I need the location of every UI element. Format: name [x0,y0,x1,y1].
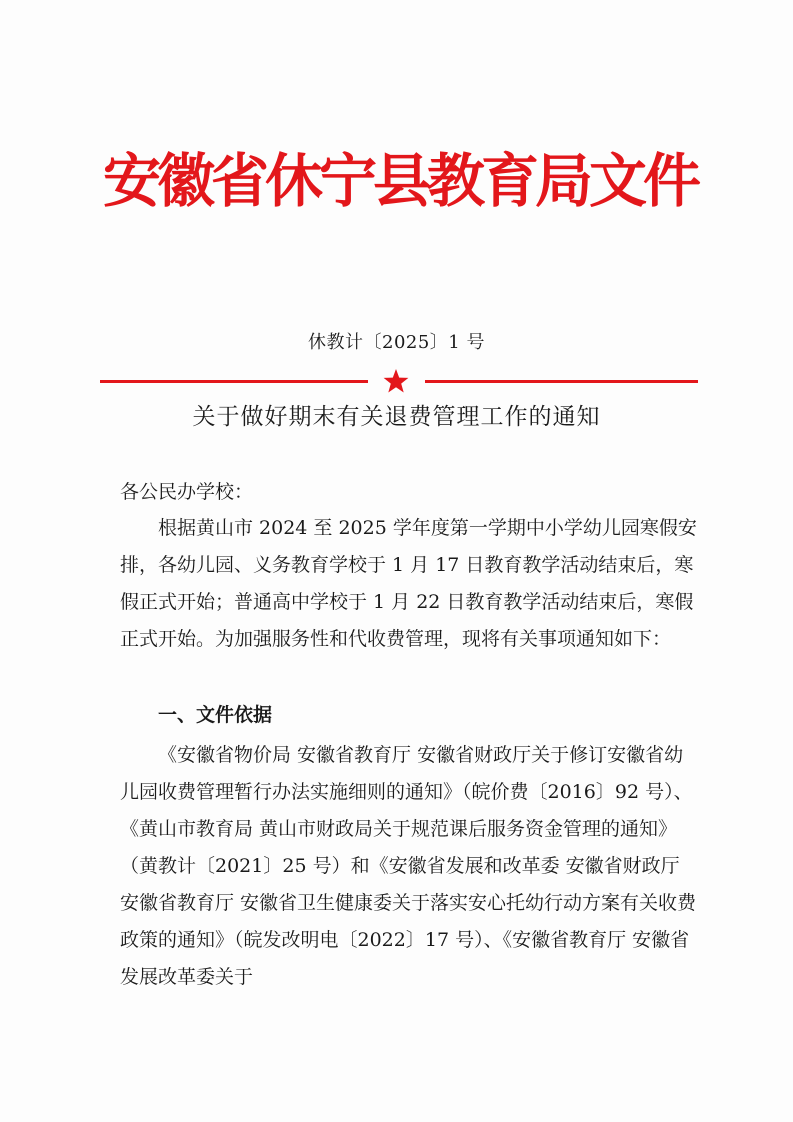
red-rule-right [425,380,698,383]
salutation: 各公民办学校： [120,481,254,503]
paragraph-basis: 《安徽省物价局 安徽省教育厅 安徽省财政厅关于修订安徽省幼儿园收费管理暂行办法实施细则的通知》（皖价费〔2016〕92 号）、《黄山市教育局 黄山市财政局关于规范课后服务资金管理的通知》（黄教计〔2021〕25 号）和《安徽省发展和改革委 安徽省财政厅 安徽省教育厅 安徽省卫生健康委关于落实安心托幼行动方案有关收费政策的通知》（皖发改明电〔2022〕17 号）、《安徽省教育厅 安徽省发展改革委关于 [120,744,697,988]
paragraph-intro: 根据黄山市 2024 至 2025 学年度第一学期中小学幼儿园寒假安排，各幼儿园、义务教育学校于 1 月 17 日教育教学活动结束后，寒假正式开始；普通高中学校于 1 月 22 日教育教学活动结束后，寒假正式开始。为加强服务性和代收费管理，现将有关事项通知如下： [120,517,697,650]
red-rule-left [100,380,368,383]
star-icon [383,368,409,394]
notice-title: 关于做好期末有关退费管理工作的通知 [192,404,601,430]
document-header-title: 安徽省休宁县教育局文件 [102,147,697,215]
document-number: 休教计〔2025〕1 号 [308,332,485,353]
section-heading-basis: 一、文件依据 [158,704,273,726]
